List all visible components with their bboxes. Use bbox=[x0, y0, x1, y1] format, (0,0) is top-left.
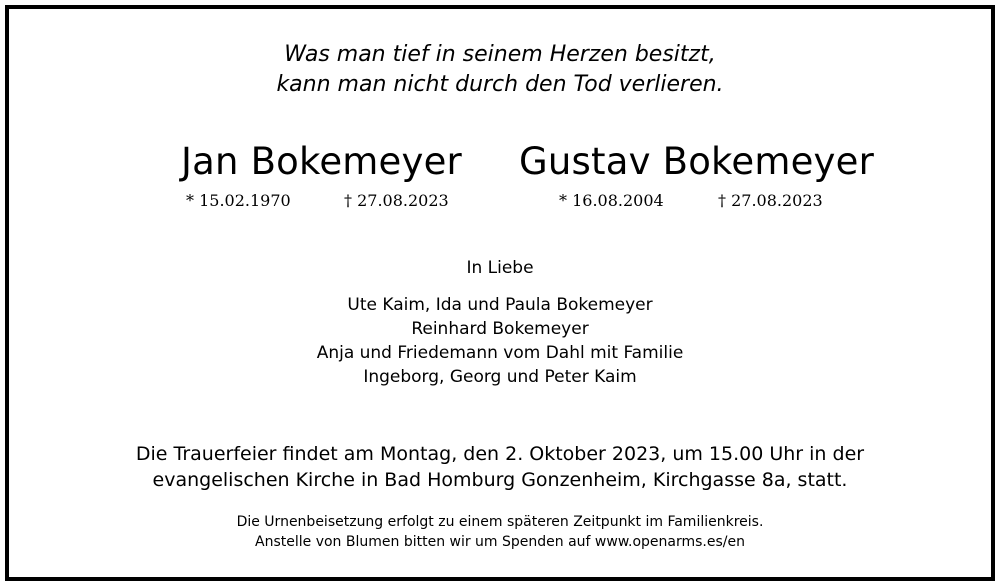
quote-line-2: kann man nicht durch den Tod verlieren. bbox=[276, 72, 724, 97]
quote-line-1: Was man tief in seinem Herzen besitzt, bbox=[284, 42, 716, 67]
in-love-label: In Liebe bbox=[466, 258, 534, 278]
service-info-line-1: Die Trauerfeier findet am Montag, den 2. Oktober 2023, um 15.00 Uhr in der bbox=[135, 443, 865, 465]
donation-note: Anstelle von Blumen bitten wir um Spenden auf www.openarms.es/en bbox=[255, 534, 745, 550]
obituary-frame bbox=[5, 5, 995, 581]
deceased-name-1: Jan Bokemeyer bbox=[181, 140, 462, 183]
deceased-name-2: Gustav Bokemeyer bbox=[519, 140, 875, 183]
mourner-line: Anja und Friedemann vom Dahl mit Familie bbox=[316, 343, 684, 363]
deceased-1-birth-date: * 15.02.1970 bbox=[186, 191, 291, 210]
mourner-line: Ute Kaim, Ida und Paula Bokemeyer bbox=[347, 295, 653, 315]
deceased-1-death-date: † 27.08.2023 bbox=[344, 191, 449, 210]
deceased-2-birth-date: * 16.08.2004 bbox=[559, 191, 664, 210]
mourner-line: Reinhard Bokemeyer bbox=[411, 319, 589, 339]
deceased-2-death-date: † 27.08.2023 bbox=[718, 191, 823, 210]
burial-note: Die Urnenbeisetzung erfolgt zu einem späteren Zeitpunkt im Familienkreis. bbox=[236, 514, 764, 530]
mourner-line: Ingeborg, Georg und Peter Kaim bbox=[363, 367, 637, 387]
service-info-line-2: evangelischen Kirche in Bad Homburg Gonzenheim, Kirchgasse 8a, statt. bbox=[152, 469, 848, 491]
